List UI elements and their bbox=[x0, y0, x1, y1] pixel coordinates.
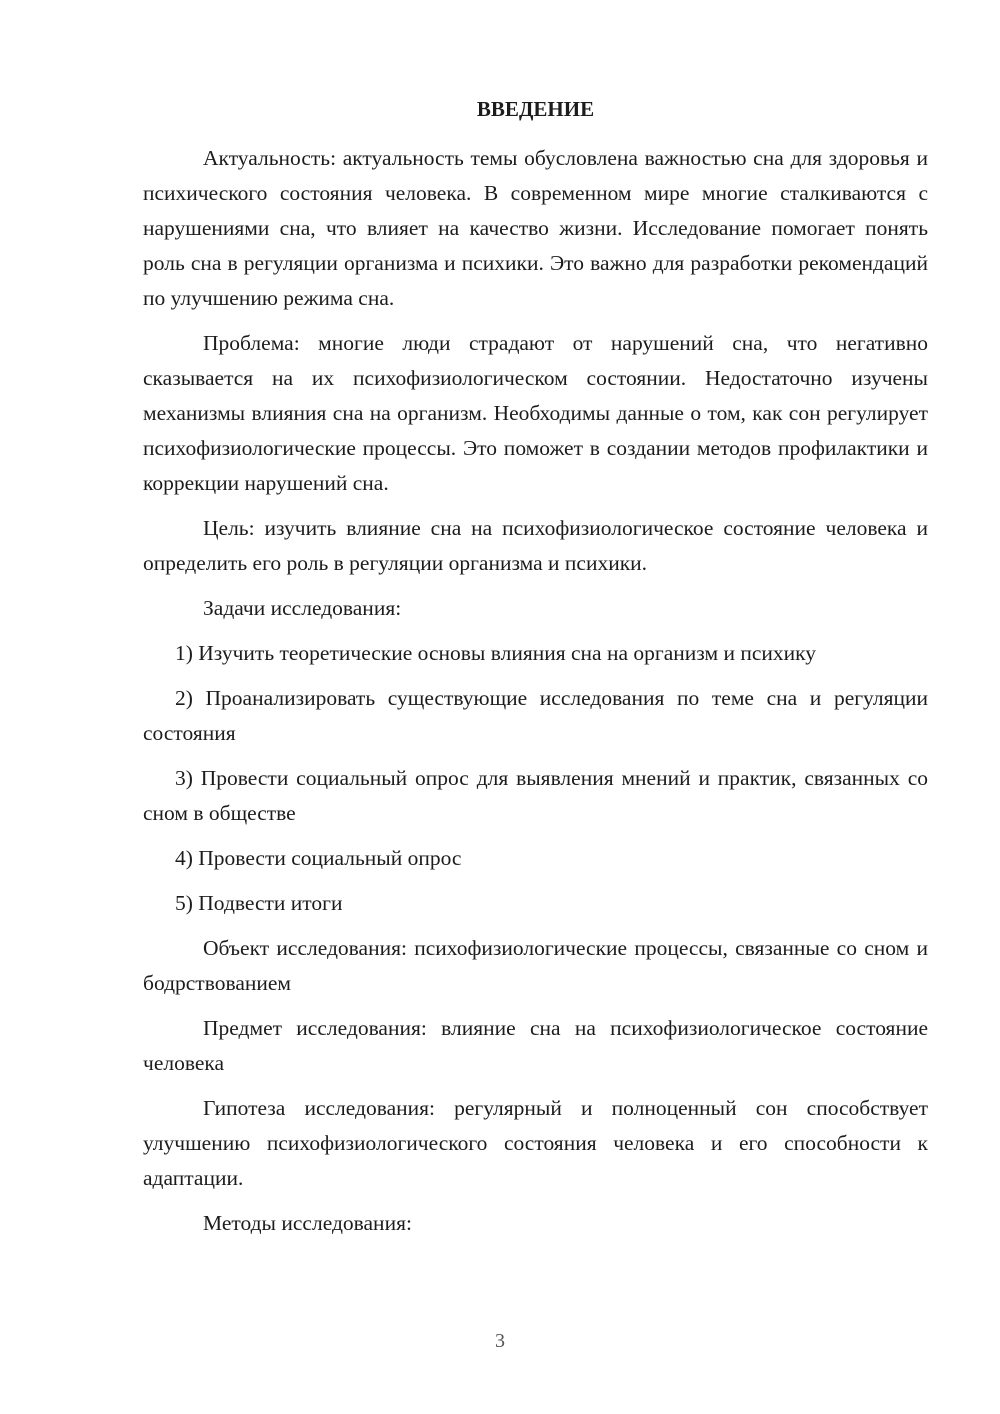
methods-heading: Методы исследования: bbox=[203, 1211, 412, 1235]
tasks-list bbox=[143, 636, 928, 921]
task-item: 3) Провести социальный опрос для выявления мнений и практик, связанных со сном в обществе bbox=[143, 766, 928, 825]
problem-paragraph: Проблема: многие люди страдают от нарушений сна, что негативно сказывается на их психофизиологическом состоянии. Недостаточно изучены механизмы влияния сна на организм. Необходимы данные о том, как сон регулирует психофизиологические процессы. Это поможет в создании методов профилактики и коррекции нарушений сна. bbox=[143, 331, 928, 495]
document-page bbox=[143, 92, 928, 1251]
subject-paragraph: Предмет исследования: влияние сна на психофизиологическое состояние человека bbox=[143, 1016, 928, 1075]
section-title: ВВЕДЕНИЕ bbox=[476, 97, 595, 121]
hypothesis-paragraph: Гипотеза исследования: регулярный и полноценный сон способствует улучшению психофизиологического состояния человека и его способности к адаптации. bbox=[143, 1096, 928, 1190]
goal-paragraph: Цель: изучить влияние сна на психофизиологическое состояние человека и определить его роль в регуляции организма и психики. bbox=[143, 516, 928, 575]
page-number: 3 bbox=[495, 1330, 505, 1352]
task-item: 1) Изучить теоретические основы влияния сна на организм и психику bbox=[175, 641, 817, 665]
relevance-paragraph: Актуальность: актуальность темы обусловлена важностью сна для здоровья и психического состояния человека. В современном мире многие сталкиваются с нарушениями сна, что влияет на качество жизни. Исследование помогает понять роль сна в регуляции организма и психики. Это важно для разработки рекомендаций по улучшению режима сна. bbox=[143, 146, 928, 310]
object-paragraph: Объект исследования: психофизиологические процессы, связанные со сном и бодрствованием bbox=[143, 936, 928, 995]
task-item: 5) Подвести итоги bbox=[175, 891, 343, 915]
task-item: 4) Провести социальный опрос bbox=[175, 846, 462, 870]
tasks-heading: Задачи исследования: bbox=[203, 596, 402, 620]
task-item: 2) Проанализировать существующие исследования по теме сна и регуляции состояния bbox=[143, 686, 928, 745]
